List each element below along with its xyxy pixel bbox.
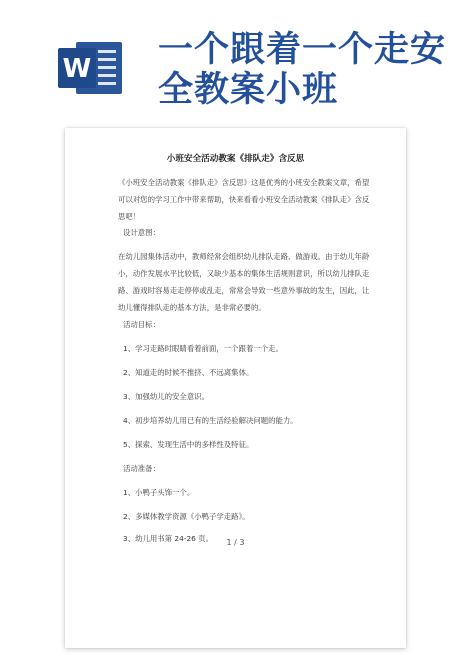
document-title: 小班安全活动教案《排队走》含反思 (166, 154, 305, 164)
section-heading-design: 设计意图： (123, 228, 160, 237)
list-item: 3、幼儿用书第 24-26 页。 (123, 534, 214, 543)
list-item: 2、多媒体教学资源《小鸭子学走路》。 (123, 512, 250, 521)
page-number: 1 / 3 (226, 538, 245, 547)
list-item: 4、初步培养幼儿用已有的生活经验解决问题的能力。 (123, 416, 298, 425)
section-heading-prep: 活动准备： (123, 464, 160, 473)
list-item: 2、知道走的时候不推挤、不远离集体。 (123, 368, 254, 377)
word-icon-letter: W (62, 54, 92, 84)
list-item: 1、学习走路时眼睛看着前面，一个跟着一个走。 (123, 344, 283, 353)
design-paragraph: 在幼儿园集体活动中，教师经常会组织幼儿排队走路、做游戏。由于幼儿年龄小，动作发展水平比较低，又缺少基本的集体生活规则意识，所以幼儿排队走路、游戏时容易走走停停或乱走，常常会导致一些意外事故的发生，因此，让幼儿懂得排队走的基本方法，是非常必要的。 (118, 252, 370, 312)
word-doc-icon (58, 38, 126, 98)
list-item: 5、探索、发现生活中的多样性及特征。 (123, 440, 254, 449)
list-item: 1、小鸭子头饰一个。 (123, 488, 195, 497)
document-page (65, 128, 406, 648)
intro-paragraph: 《小班安全活动教案《排队走》含反思》这是优秀的小班安全教案文章，希望可以对您的学习工作中带来帮助，快来看看小班安全活动教案《排队走》含反思吧！ (118, 178, 370, 221)
section-heading-goals: 活动目标： (123, 320, 160, 329)
banner (0, 0, 474, 130)
banner-title: 一个跟着一个走安全教案小班 (158, 30, 447, 110)
list-item: 3、加强幼儿的安全意识。 (123, 392, 210, 401)
